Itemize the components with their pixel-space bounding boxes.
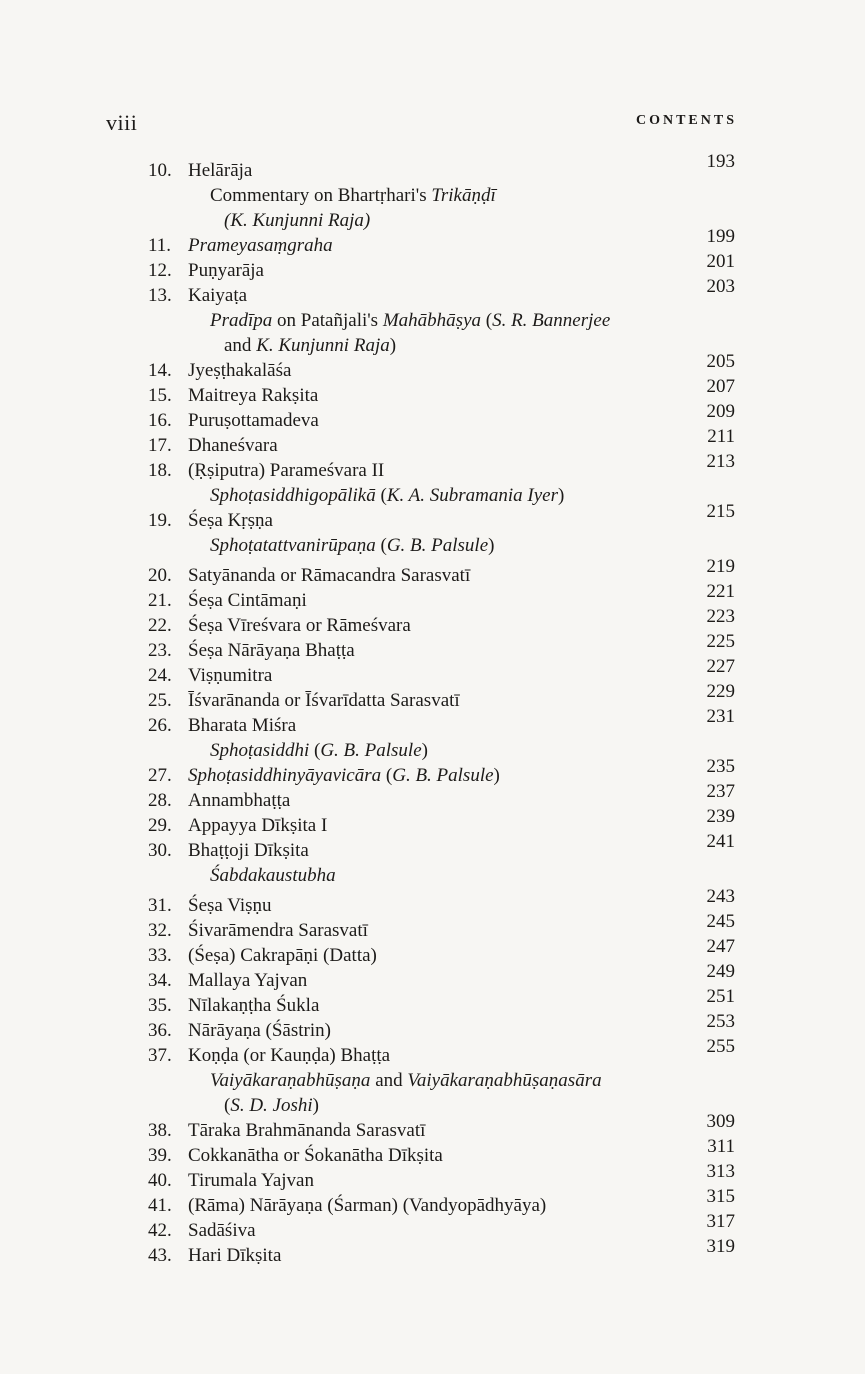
entry-subtitle: [0, 863, 865, 889]
contents-entry: [0, 376, 865, 409]
text: ): [389, 335, 397, 356]
text: ): [493, 765, 500, 786]
entry-page-number: 201: [706, 251, 735, 272]
entry-page-number: 235: [706, 756, 735, 777]
contents-entry: [0, 986, 865, 1019]
subtitle-text: [210, 738, 428, 764]
entry-page-number: 253: [706, 1011, 735, 1032]
entry-number: 35.: [148, 995, 172, 1016]
contents-entry: [0, 681, 865, 714]
italic-text: Pradīpa: [210, 310, 273, 331]
entry-page-number: 239: [706, 806, 735, 827]
italic-text: K. Kunjunni Raja: [256, 335, 390, 356]
entry-page-number: 193: [706, 151, 735, 172]
entry-page-number: 237: [706, 781, 735, 802]
entry-subtitle: [0, 738, 865, 764]
entry-name: Nīlakaṇṭha Śukla: [188, 995, 320, 1016]
entry-name: Sadāśiva: [188, 1220, 256, 1241]
entry-number: 32.: [148, 920, 172, 941]
entry-name: Annambhaṭṭa: [188, 790, 291, 811]
italic-text: (K. Kunjunni Raja): [224, 210, 371, 231]
text: (: [375, 535, 387, 556]
entry-page-number: 255: [706, 1036, 735, 1057]
entry-name: Bhaṭṭoji Dīkṣita: [188, 840, 309, 861]
entry-name: Nārāyaṇa (Śāstrin): [188, 1020, 331, 1041]
entry-number: 36.: [148, 1020, 172, 1041]
contents-entry: [0, 806, 865, 839]
entry-page-number: 219: [706, 556, 735, 577]
entry-page-number: 205: [706, 351, 735, 372]
entry-name: Śeṣa Vīreśvara or Rāmeśvara: [188, 615, 411, 636]
entry-name: Helārāja: [188, 160, 253, 181]
entry-page-number: 251: [706, 986, 735, 1007]
entry-number: 41.: [148, 1195, 172, 1216]
entry-page-number: 225: [706, 631, 735, 652]
contents-entry: [0, 1211, 865, 1244]
contents-entry: [0, 1011, 865, 1044]
italic-text: Trikāṇḍī: [431, 185, 496, 206]
entry-number: 26.: [148, 715, 172, 736]
entry-subtitle: [0, 1093, 865, 1119]
italic-text: G. B. Palsule: [392, 765, 494, 786]
entry-page-number: 319: [706, 1236, 735, 1257]
entry-name: Appayya Dīkṣita I: [188, 815, 328, 836]
contents-entry: [0, 1036, 865, 1069]
entry-page-number: 309: [706, 1111, 735, 1132]
entry-page-number: 215: [706, 501, 735, 522]
italic-text: S. D. Joshi: [230, 1095, 313, 1116]
contents-entry: [0, 226, 865, 259]
contents-entry: [0, 1136, 865, 1169]
entry-number: 24.: [148, 665, 172, 686]
entry-number: 29.: [148, 815, 172, 836]
entry-page-number: 311: [707, 1136, 735, 1157]
contents-entry: [0, 1236, 865, 1269]
entry-name: Satyānanda or Rāmacandra Sarasvatī: [188, 565, 471, 586]
entry-number: 37.: [148, 1045, 172, 1066]
entry-subtitle: [0, 208, 865, 234]
entry-page-number: 223: [706, 606, 735, 627]
entry-name: Cokkanātha or Śokanātha Dīkṣita: [188, 1145, 443, 1166]
entry-name: Tirumala Yajvan: [188, 1170, 314, 1191]
page-number: viii: [106, 110, 138, 135]
contents-entry: [0, 1186, 865, 1219]
italic-text: Sphoṭasiddhi: [210, 740, 310, 761]
contents-entry: [0, 911, 865, 944]
entry-name: Viṣṇumitra: [188, 665, 273, 686]
contents-entry: [0, 556, 865, 589]
entry-page-number: 227: [706, 656, 735, 677]
entry-page-number: 245: [706, 911, 735, 932]
contents-entry: [0, 656, 865, 689]
text: ): [488, 535, 495, 556]
entry-page-number: 241: [706, 831, 735, 852]
text: and: [370, 1070, 408, 1091]
text: (: [224, 1095, 231, 1116]
entry-number: 25.: [148, 690, 172, 711]
entry-page-number: 209: [706, 401, 735, 422]
text: (: [481, 310, 493, 331]
contents-entry: [0, 706, 865, 739]
entry-number: 22.: [148, 615, 172, 636]
entry-number: 14.: [148, 360, 172, 381]
entry-name: [188, 763, 500, 789]
entry-number: 39.: [148, 1145, 172, 1166]
subtitle-text: [210, 308, 610, 334]
entry-name: (Rāma) Nārāyaṇa (Śarman) (Vandyopādhyāya): [188, 1195, 547, 1216]
entry-page-number: 313: [706, 1161, 735, 1182]
entry-name: Śeṣa Kṛṣṇa: [188, 510, 273, 531]
entry-number: 34.: [148, 970, 172, 991]
italic-text: Sphoṭasiddhigopālikā: [210, 485, 376, 506]
entry-page-number: 231: [706, 706, 735, 727]
entry-subtitle: [0, 1068, 865, 1094]
entry-number: 19.: [148, 510, 172, 531]
contents-entry: [0, 401, 865, 434]
italic-text: Śabdakaustubha: [210, 865, 336, 886]
entry-page-number: 249: [706, 961, 735, 982]
entry-number: 12.: [148, 260, 172, 281]
entry-page-number: 243: [706, 886, 735, 907]
entry-page-number: 315: [706, 1186, 735, 1207]
italic-text: Mahābhāṣya: [382, 310, 481, 331]
entry-name: Puṇyarāja: [188, 260, 264, 281]
entry-name: Hari Dīkṣita: [188, 1245, 282, 1266]
entry-number: 18.: [148, 460, 172, 481]
entry-number: 21.: [148, 590, 172, 611]
entry-number: 23.: [148, 640, 172, 661]
entry-name: Tāraka Brahmānanda Sarasvatī: [188, 1120, 426, 1141]
entry-page-number: 199: [706, 226, 735, 247]
subtitle-text: [210, 1068, 602, 1094]
italic-text: Vaiyākaraṇabhūṣaṇa: [210, 1070, 371, 1091]
entry-number: 38.: [148, 1120, 172, 1141]
entry-name: Maitreya Rakṣita: [188, 385, 319, 406]
entry-name: Puruṣottamadeva: [188, 410, 319, 431]
entry-number: 27.: [148, 765, 172, 786]
running-title: CONTENTS: [635, 113, 737, 128]
text: Commentary on Bhartṛhari's: [210, 185, 432, 206]
contents-entry: [0, 351, 865, 384]
contents-entry: [0, 1161, 865, 1194]
entry-name: Śeṣa Nārāyaṇa Bhaṭṭa: [188, 640, 355, 661]
text: (: [375, 485, 387, 506]
entry-name: Śeṣa Cintāmaṇi: [188, 590, 307, 611]
italic-text: K. A. Subramania Iyer: [386, 485, 558, 506]
entry-name: Īśvarānanda or Īśvarīdatta Sarasvatī: [188, 690, 460, 711]
contents-entry: [0, 276, 865, 309]
contents-entry: [0, 151, 865, 184]
italic-text: Sphoṭasiddhinyāyavicāra: [188, 765, 382, 786]
entry-number: 13.: [148, 285, 172, 306]
entry-page-number: 229: [706, 681, 735, 702]
contents-entry: [0, 781, 865, 814]
entry-name: Prameyasaṃgraha: [188, 235, 333, 256]
entry-subtitle: [0, 333, 865, 359]
entry-page-number: 203: [706, 276, 735, 297]
entry-page-number: 211: [707, 426, 735, 447]
entry-number: 10.: [148, 160, 172, 181]
entry-subtitle: [0, 308, 865, 334]
italic-text: S. R. Bannerjee: [492, 310, 611, 331]
entry-number: 28.: [148, 790, 172, 811]
entry-name: (Ṛṣiputra) Parameśvara II: [188, 460, 385, 481]
text: on Patañjali's: [272, 310, 383, 331]
text: ): [312, 1095, 319, 1116]
contents-entry: [0, 451, 865, 484]
entry-number: 42.: [148, 1220, 172, 1241]
text: ): [557, 485, 565, 506]
entry-subtitle: [0, 183, 865, 209]
subtitle-text: [210, 483, 564, 509]
subtitle-text: [224, 208, 370, 234]
italic-text: Sphoṭatattvanirūpaṇa: [210, 535, 376, 556]
subtitle-text: [210, 533, 494, 559]
entry-name: Śivarāmendra Sarasvatī: [188, 920, 368, 941]
text: (: [309, 740, 321, 761]
entry-number: 11.: [148, 235, 172, 256]
entry-number: 17.: [148, 435, 172, 456]
contents-entry: [0, 631, 865, 664]
entry-name: Koṇḍa (or Kauṇḍa) Bhaṭṭa: [188, 1045, 391, 1066]
contents-entry: [0, 501, 865, 534]
entry-name: Jyeṣṭhakalāśa: [188, 360, 292, 381]
entry-page-number: 221: [706, 581, 735, 602]
entry-name: (Śeṣa) Cakrapāṇi (Datta): [188, 945, 377, 966]
contents-entry: [0, 251, 865, 284]
subtitle-text: [224, 333, 396, 359]
entry-page-number: 247: [706, 936, 735, 957]
entry-number: 40.: [148, 1170, 172, 1191]
italic-text: G. B. Palsule: [320, 740, 422, 761]
entry-number: 43.: [148, 1245, 172, 1266]
entry-number: 15.: [148, 385, 172, 406]
entry-number: 31.: [148, 895, 172, 916]
entry-name: Bharata Miśra: [188, 715, 297, 736]
entry-subtitle: [0, 533, 865, 559]
entry-name: Kaiyaṭa: [188, 285, 248, 306]
contents-entry: [0, 936, 865, 969]
entry-number: 33.: [148, 945, 172, 966]
contents-entry: [0, 581, 865, 614]
entry-subtitle: [0, 483, 865, 509]
contents-entry: [0, 886, 865, 919]
entry-name: Śeṣa Viṣṇu: [188, 895, 272, 916]
contents-entry: [0, 831, 865, 864]
entry-page-number: 207: [706, 376, 735, 397]
subtitle-text: [224, 1093, 319, 1119]
text: and: [224, 335, 257, 356]
contents-entry: [0, 1111, 865, 1144]
italic-text: Vaiyākaraṇabhūṣaṇasāra: [407, 1070, 602, 1091]
entry-name: Dhaneśvara: [188, 435, 278, 456]
text: (: [381, 765, 393, 786]
italic-text: G. B. Palsule: [386, 535, 489, 556]
contents-entry: [0, 426, 865, 459]
entry-name: Mallaya Yajvan: [188, 970, 308, 991]
entry-number: 30.: [148, 840, 172, 861]
entry-number: 16.: [148, 410, 172, 431]
contents-entry: [0, 756, 865, 789]
subtitle-text: [210, 863, 336, 889]
entry-page-number: 213: [706, 451, 735, 472]
contents-entry: [0, 961, 865, 994]
text: ): [421, 740, 428, 761]
subtitle-text: [210, 183, 496, 209]
entry-number: 20.: [148, 565, 172, 586]
entry-page-number: 317: [706, 1211, 735, 1232]
contents-entry: [0, 606, 865, 639]
